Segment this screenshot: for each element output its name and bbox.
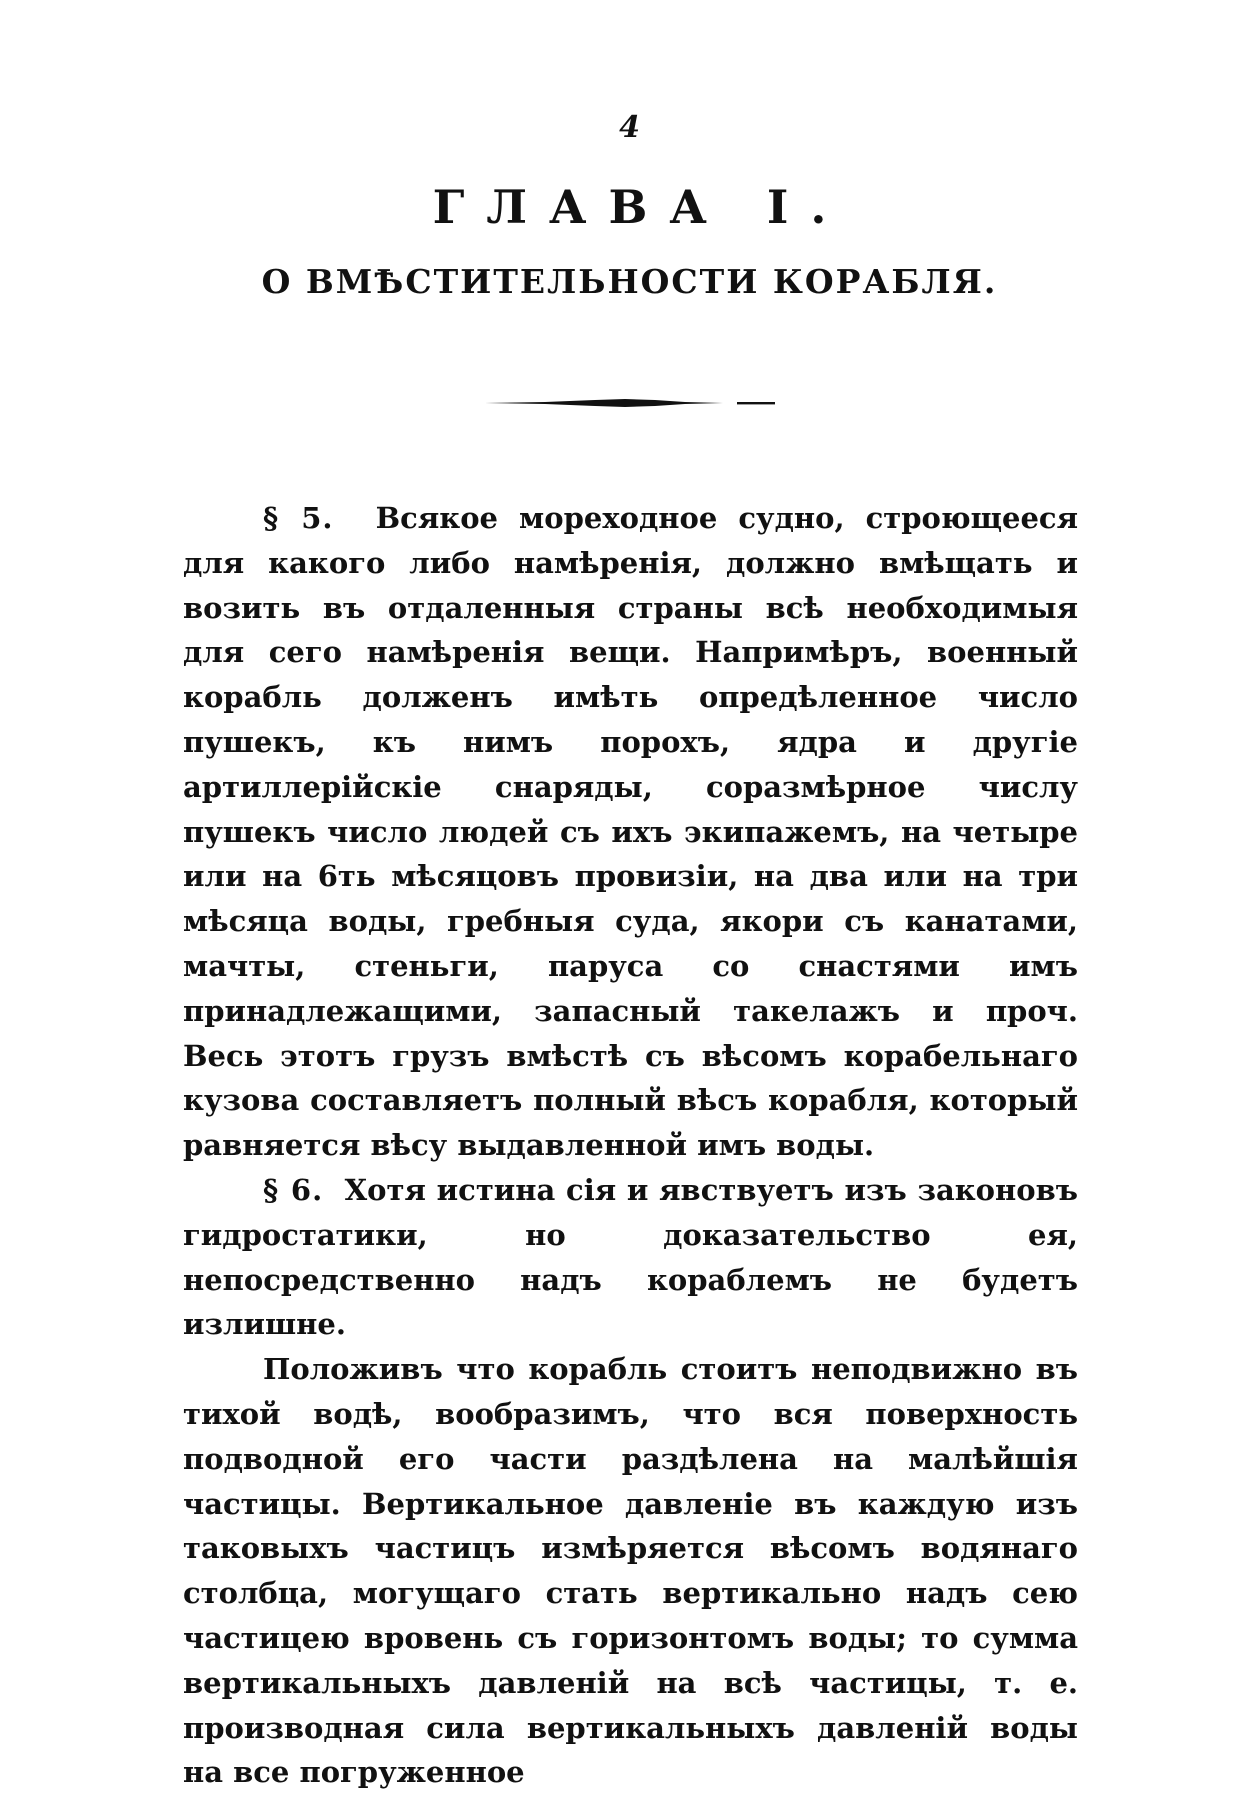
paragraph (183, 1347, 1078, 1795)
paragraph-text: Положивъ что корабль стоитъ неподвижно въ тихой водѣ, вообразимъ, что вся поверхность подводной его части раздѣлена на малѣйшія частицы. Вертикальное давленіе въ каждую изъ таковыхъ частицъ измѣряется вѣсомъ водянаго столбца, могущаго стать вертикально надъ сею частицею вровень съ горизонтомъ воды; то сумма вертикальныхъ давленій на всѣ частицы, т. е. производная сила вертикальныхъ давленій воды на все погруженное (183, 1352, 1078, 1790)
section-marker: § 5. (263, 501, 334, 535)
chapter-heading: ГЛАВА I. (432, 180, 849, 234)
ornamental-rule (485, 396, 775, 410)
chapter-title: О ВМѢСТИТЕЛЬНОСТИ КОРАБЛЯ. (261, 262, 998, 301)
section-marker: § 6. (263, 1172, 324, 1207)
paragraph-section-6 (183, 1168, 1078, 1347)
body-text (183, 496, 1078, 1795)
paragraph-text: Всякое мореходное судно, строющееся для какого либо намѣренія, должно вмѣщать и возить въ отдаленныя страны всѣ необходимыя для сего намѣренія вещи. Напримѣръ, военный корабль долженъ имѣть опредѣленное число пушекъ, къ нимъ порохъ, ядра и другіе артиллерійскіе снаряды, соразмѣрное числу пушекъ число людей съ ихъ экипажемъ, на четыре или на 6ть мѣсяцовъ провизіи, на два или на три мѣсяца воды, гребныя суда, якори съ канатами, мачты, стеньги, паруса со снастями имъ принадлежащими, запасный такелажъ и проч. Весь этотъ грузъ вмѣстѣ съ вѣсомъ корабельнаго кузова составляетъ полный вѣсъ корабля, который равняется вѣсу выдавленной имъ воды. (183, 501, 1078, 1163)
paragraph-text: Хотя истина сія и явствуетъ изъ законовъ гидростатики, но доказательство ея, непосредственно надъ кораблемъ не будетъ излишне. (183, 1172, 1078, 1342)
page-number: 4 (619, 110, 640, 145)
paragraph-section-5 (183, 496, 1078, 1168)
